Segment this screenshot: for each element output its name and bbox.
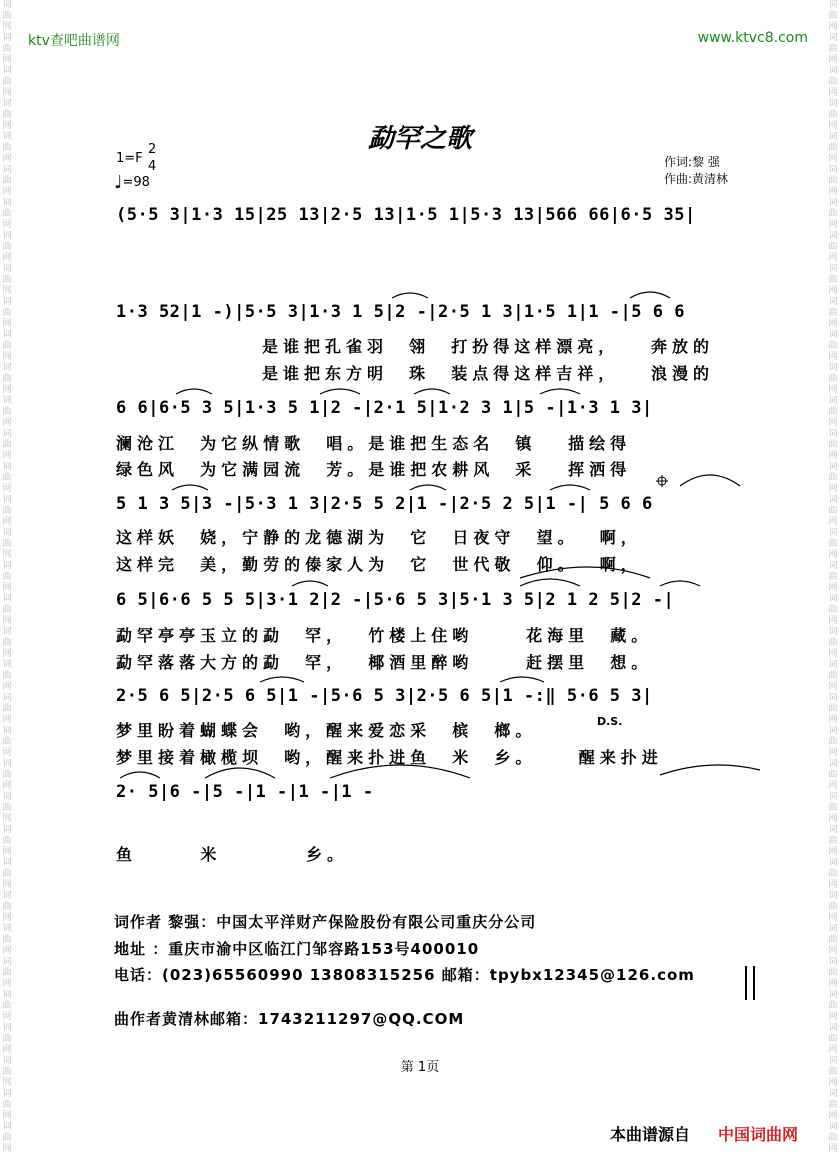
side-watermark-char: 曲 (2, 407, 12, 417)
side-watermark-char: 网 (2, 1111, 12, 1121)
side-watermark-char: 网 (828, 649, 838, 659)
side-watermark-char: 词 (828, 825, 838, 835)
side-watermark-char: 网 (2, 616, 12, 626)
side-watermark-char: 网 (828, 748, 838, 758)
side-watermark-char: 词 (828, 1056, 838, 1066)
side-watermark-char: 词 (2, 858, 12, 868)
side-watermark-char: 曲 (2, 704, 12, 714)
side-watermark-char: 词 (2, 363, 12, 373)
side-watermark-char: 网 (828, 1144, 838, 1154)
side-watermark-char: 网 (2, 352, 12, 362)
side-watermark-char: 网 (828, 484, 838, 494)
side-watermark-char: 词 (828, 330, 838, 340)
side-watermark-char: 词 (2, 660, 12, 670)
side-watermark-char: 网 (2, 1144, 12, 1154)
lyrics-row-7: 鱼 米 乡。 (116, 845, 348, 864)
side-watermark-char: 曲 (2, 1067, 12, 1077)
side-watermark-char: 网 (828, 550, 838, 560)
side-watermark-char: 曲 (2, 605, 12, 615)
slur-arc (550, 485, 590, 490)
side-watermark-char: 网 (828, 1045, 838, 1055)
side-watermark-char: 曲 (2, 935, 12, 945)
quarter-note-icon: ♩ (114, 172, 123, 193)
side-watermark-char: 曲 (828, 1001, 838, 1011)
lyrics-v1-row-3: 澜沧江 为它纵情歌 唱。是谁把生态名 镇 描绘得 (116, 434, 632, 453)
side-watermark-char: 网 (828, 583, 838, 593)
side-watermark-char: 网 (828, 880, 838, 890)
lyrics-v1-row-6: 梦里盼着蝴蝶会 哟，醒来爱恋采 槟 榔。 (116, 721, 537, 740)
side-watermark-char: 曲 (828, 1100, 838, 1110)
side-watermark-char: 网 (828, 517, 838, 527)
side-watermark-char: 网 (828, 187, 838, 197)
lyrics-v2-row-5: 勐罕落落大方的勐 罕， 椰酒里醉哟 赶摆里 想。 (116, 653, 653, 672)
side-watermark-char: 网 (828, 451, 838, 461)
side-watermark-char: 曲 (828, 143, 838, 153)
dal-segno-mark: D.S. (597, 715, 623, 728)
side-watermark-char: 网 (2, 748, 12, 758)
side-watermark-char: 曲 (2, 44, 12, 54)
side-watermark-char: 词 (2, 924, 12, 934)
side-watermark-char: 曲 (828, 44, 838, 54)
score-row-6: 2·5 6 5|2·5 6 5|1 -|5·6 5 3|2·5 6 5|1 -:‖ 5·6 5 3| (116, 686, 653, 706)
side-watermark-char: 曲 (828, 539, 838, 549)
side-watermark-char: 曲 (828, 902, 838, 912)
side-watermark-char: 词 (2, 99, 12, 109)
side-watermark-char: 曲 (2, 473, 12, 483)
side-watermark-char: 网 (2, 154, 12, 164)
side-watermark-char: 词 (828, 924, 838, 934)
score-row-2: 1·3 52|1 -)|5·5 3|1·3 1 5|2 -|2·5 1 3|1·5 1|1 -|5 6 6 (116, 302, 685, 322)
side-watermark-char: 词 (2, 1089, 12, 1099)
side-watermark-char: 词 (2, 528, 12, 538)
side-watermark-char: 词 (2, 495, 12, 505)
source-site-link[interactable]: 中国词曲网 (718, 1125, 799, 1144)
side-watermark-char: 曲 (828, 803, 838, 813)
side-watermark-right (826, 0, 840, 1169)
side-watermark-char: 曲 (2, 308, 12, 318)
side-watermark-char: 网 (828, 682, 838, 692)
side-watermark-char: 曲 (828, 407, 838, 417)
side-watermark-char: 曲 (2, 143, 12, 153)
side-watermark-char: 曲 (2, 176, 12, 186)
side-watermark-char: 网 (2, 583, 12, 593)
side-watermark-char: 词 (828, 33, 838, 43)
time-signature-top: 2 (148, 142, 157, 157)
side-watermark-char: 曲 (828, 440, 838, 450)
side-watermark-char: 词 (828, 858, 838, 868)
side-watermark-char: 网 (828, 814, 838, 824)
side-watermark-char: 词 (2, 396, 12, 406)
side-watermark-char: 词 (828, 99, 838, 109)
lyrics-v2-row-6: 梦里接着橄榄坝 哟，醒来扑进鱼 米 乡。 醒来扑进 (116, 748, 663, 767)
side-watermark-char: 曲 (828, 638, 838, 648)
side-watermark-char: 词 (2, 1122, 12, 1132)
time-signature-bottom: 4 (148, 159, 157, 174)
lyrics-v2-row-2: 是谁把东方明 珠 装点得这样吉祥， 浪漫的 (262, 364, 714, 383)
side-watermark-char: 曲 (2, 1034, 12, 1044)
side-watermark-char: 网 (2, 22, 12, 32)
side-watermark-char: 词 (828, 990, 838, 1000)
slur-arc (630, 292, 670, 298)
side-watermark-char: 网 (2, 88, 12, 98)
side-watermark-char: 网 (2, 1078, 12, 1088)
slur-arc (320, 389, 360, 394)
side-watermark-char: 曲 (2, 836, 12, 846)
score-row-4: 5 1 3 5|3 -|5·3 1 3|2·5 5 2|1 -|2·5 2 5|1 -| 5 6 6 (116, 494, 653, 514)
side-watermark-char: 词 (828, 363, 838, 373)
side-watermark-char: 网 (2, 979, 12, 989)
side-watermark-char: 曲 (2, 902, 12, 912)
side-watermark-char: 曲 (2, 506, 12, 516)
side-watermark-char: 曲 (828, 77, 838, 87)
side-watermark-char: 词 (828, 495, 838, 505)
side-watermark-char: 曲 (828, 275, 838, 285)
side-watermark-char: 网 (2, 880, 12, 890)
slur-arc (172, 485, 208, 490)
side-watermark-char: 词 (2, 891, 12, 901)
lyricist-credit: 作词:黎 强 (664, 155, 720, 169)
side-watermark-char: 词 (2, 330, 12, 340)
side-watermark-char: 词 (828, 627, 838, 637)
side-watermark-char: 曲 (2, 539, 12, 549)
side-watermark-char: 词 (2, 627, 12, 637)
slur-arc (660, 581, 700, 586)
side-watermark-char: 网 (2, 649, 12, 659)
side-watermark-char: 网 (828, 1078, 838, 1088)
side-watermark-char: 曲 (828, 671, 838, 681)
side-watermark-char: 网 (2, 517, 12, 527)
source-label: 本曲谱源自 (610, 1125, 691, 1144)
side-watermark-char: 词 (2, 1056, 12, 1066)
side-watermark-char: 曲 (828, 1133, 838, 1143)
side-watermark-char: 词 (2, 231, 12, 241)
side-watermark-char: 曲 (2, 440, 12, 450)
side-watermark-char: 网 (828, 847, 838, 857)
side-watermark-char: 词 (828, 1023, 838, 1033)
slur-arc (540, 389, 580, 394)
side-watermark-char: 词 (828, 429, 838, 439)
score-row-3: 6 6|6·5 3 5|1·3 5 1|2 -|2·1 5|1·2 3 1|5 -|1·3 1 3| (116, 398, 653, 418)
side-watermark-char: 曲 (2, 1133, 12, 1143)
side-watermark-char: 词 (2, 198, 12, 208)
side-watermark-char: 词 (828, 1089, 838, 1099)
side-watermark-char: 曲 (2, 572, 12, 582)
side-watermark-char: 网 (828, 913, 838, 923)
lyrics-v2-row-4: 这样完 美，勤劳的傣家人为 它 世代敬 仰。 啊， (116, 555, 642, 574)
side-watermark-char: 词 (2, 297, 12, 307)
slur-arc (176, 389, 212, 394)
side-watermark-char: 词 (828, 132, 838, 142)
side-watermark-char: 曲 (828, 968, 838, 978)
side-watermark-char: 曲 (828, 572, 838, 582)
side-watermark-char: 网 (2, 451, 12, 461)
lyrics-v2-row-3: 绿色风 为它满园流 芳。是谁把农耕风 采 挥洒得 (116, 460, 632, 479)
side-watermark-char: 词 (2, 726, 12, 736)
side-watermark-char: 网 (2, 1012, 12, 1022)
slur-arc (680, 475, 740, 486)
lyricist-contact: 词作者 黎强：中国太平洋财产保险股份有限公司重庆分公司 (114, 913, 537, 931)
side-watermark-char: 词 (828, 264, 838, 274)
side-watermark-char: 词 (2, 264, 12, 274)
side-watermark-char: 词 (828, 891, 838, 901)
key-signature: 1=F (116, 151, 143, 166)
side-watermark-char: 词 (2, 132, 12, 142)
side-watermark-char: 网 (828, 781, 838, 791)
side-watermark-char: 网 (2, 814, 12, 824)
side-watermark-char: 词 (828, 693, 838, 703)
side-watermark-char: 网 (828, 154, 838, 164)
side-watermark-char: 词 (828, 726, 838, 736)
side-watermark-char: 网 (828, 22, 838, 32)
side-watermark-char: 词 (2, 693, 12, 703)
side-watermark-char: 网 (828, 418, 838, 428)
slur-arc (500, 677, 544, 682)
side-watermark-char: 网 (2, 286, 12, 296)
side-watermark-char: 曲 (828, 341, 838, 351)
side-watermark-char: 词 (828, 165, 838, 175)
side-watermark-char: 网 (828, 715, 838, 725)
lyrics-v1-row-5: 勐罕亭亭玉立的勐 罕， 竹楼上住哟 花海里 藏。 (116, 626, 653, 645)
side-watermark-char: 网 (2, 187, 12, 197)
side-watermark-char: 网 (2, 220, 12, 230)
side-watermark-char: 词 (2, 759, 12, 769)
composer-email: 曲作者黄清林邮箱：1743211297@QQ.COM (114, 1010, 465, 1028)
side-watermark-char: 词 (828, 660, 838, 670)
side-watermark-char: 网 (2, 253, 12, 263)
side-watermark-char: 词 (2, 0, 12, 10)
lyrics-v1-row-2: 是谁把孔雀羽 翎 打扮得这样漂亮， 奔放的 (262, 337, 714, 356)
score-row-5: 6 5|6·6 5 5 5|3·1 2|2 -|5·6 5 3|5·1 3 5|2 1 2 5|2 -| (116, 590, 675, 610)
side-watermark-char: 词 (2, 957, 12, 967)
side-watermark-char: 曲 (828, 209, 838, 219)
side-watermark-char: 曲 (828, 1034, 838, 1044)
side-watermark-char: 曲 (828, 473, 838, 483)
side-watermark-char: 词 (828, 0, 838, 10)
side-watermark-char: 曲 (828, 836, 838, 846)
side-watermark-char: 网 (828, 286, 838, 296)
side-watermark-char: 网 (2, 913, 12, 923)
side-watermark-char: 曲 (2, 803, 12, 813)
side-watermark-char: 词 (2, 594, 12, 604)
side-watermark-char: 网 (828, 319, 838, 329)
double-barline (745, 966, 755, 1000)
side-watermark-char: 词 (2, 792, 12, 802)
side-watermark-char: 词 (828, 957, 838, 967)
side-watermark-char: 曲 (2, 77, 12, 87)
side-watermark-char: 词 (828, 561, 838, 571)
side-watermark-char: 网 (2, 682, 12, 692)
side-watermark-char: 词 (828, 198, 838, 208)
header-site-right[interactable]: www.ktvc8.com (697, 30, 808, 46)
side-watermark-char: 曲 (2, 209, 12, 219)
side-watermark-char: 词 (828, 528, 838, 538)
side-watermark-char: 词 (828, 792, 838, 802)
side-watermark-char: 曲 (828, 11, 838, 21)
side-watermark-char: 词 (2, 33, 12, 43)
coda-icon (656, 475, 668, 487)
side-watermark-char: 网 (2, 781, 12, 791)
side-watermark-char: 曲 (2, 11, 12, 21)
side-watermark-char: 词 (828, 297, 838, 307)
tempo-value: =98 (122, 175, 150, 190)
side-watermark-char: 曲 (2, 1100, 12, 1110)
side-watermark-char: 网 (2, 385, 12, 395)
side-watermark-char: 网 (2, 55, 12, 65)
slur-arc (660, 765, 760, 775)
slur-arc (260, 677, 304, 682)
side-watermark-char: 词 (2, 1023, 12, 1033)
side-watermark-char: 网 (828, 352, 838, 362)
side-watermark-char: 曲 (2, 968, 12, 978)
slur-arc (414, 389, 450, 394)
side-watermark-char: 曲 (2, 1001, 12, 1011)
side-watermark-char: 网 (2, 946, 12, 956)
composer-credit: 作曲:黄清林 (664, 172, 729, 186)
side-watermark-char: 网 (828, 55, 838, 65)
side-watermark-char: 词 (2, 165, 12, 175)
header-site-left[interactable]: ktv查吧曲谱网 (28, 33, 120, 49)
side-watermark-char: 网 (2, 1045, 12, 1055)
side-watermark-char: 曲 (828, 935, 838, 945)
side-watermark-char: 词 (2, 66, 12, 76)
side-watermark-char: 曲 (2, 770, 12, 780)
side-watermark-char: 网 (828, 220, 838, 230)
slur-arc (520, 579, 580, 586)
page-number: 第 1页 (400, 1060, 440, 1075)
side-watermark-char: 曲 (2, 671, 12, 681)
side-watermark-char: 曲 (828, 704, 838, 714)
side-watermark-char: 曲 (828, 1067, 838, 1077)
lyrics-v1-row-4: 这样妖 娆，宁静的龙德湖为 它 日夜守 望。 啊， (116, 528, 642, 547)
side-watermark-char: 曲 (828, 605, 838, 615)
score-row-7: 2· 5|6 -|5 -|1 -|1 -|1 - (116, 782, 374, 802)
side-watermark-char: 网 (828, 385, 838, 395)
side-watermark-char: 网 (828, 1111, 838, 1121)
side-watermark-char: 网 (2, 550, 12, 560)
slur-arc (410, 485, 446, 490)
side-watermark-char: 网 (828, 121, 838, 131)
side-watermark-char: 曲 (828, 770, 838, 780)
side-watermark-char: 词 (2, 990, 12, 1000)
side-watermark-char: 曲 (2, 275, 12, 285)
song-title: 勐罕之歌 (367, 124, 472, 154)
side-watermark-char: 曲 (2, 374, 12, 384)
side-watermark-char: 曲 (2, 638, 12, 648)
side-watermark-char: 曲 (828, 176, 838, 186)
side-watermark-char: 曲 (2, 869, 12, 879)
side-watermark-char: 词 (2, 561, 12, 571)
slur-arc (392, 293, 428, 298)
side-watermark-char: 网 (828, 616, 838, 626)
side-watermark-char: 曲 (2, 242, 12, 252)
side-watermark-char: 网 (828, 946, 838, 956)
slur-arc (292, 581, 328, 586)
side-watermark-char: 词 (2, 825, 12, 835)
side-watermark-char: 网 (2, 121, 12, 131)
lyricist-address: 地址 ：重庆市渝中区临江门邹容路153号400010 (114, 940, 480, 958)
side-watermark-char: 词 (828, 1122, 838, 1132)
side-watermark-char: 词 (2, 429, 12, 439)
slur-arc (205, 768, 275, 778)
side-watermark-char: 曲 (828, 374, 838, 384)
side-watermark-char: 网 (828, 979, 838, 989)
side-watermark-char: 曲 (828, 110, 838, 120)
side-watermark-char: 词 (828, 594, 838, 604)
side-watermark-char: 词 (828, 66, 838, 76)
side-watermark-char: 曲 (2, 110, 12, 120)
side-watermark-char: 曲 (828, 506, 838, 516)
side-watermark-char: 网 (828, 253, 838, 263)
score-row-1: (5·5 3|1·3 15|25 13|2·5 13|1·5 1|5·3 13|566 66|6·5 35| (116, 205, 696, 225)
tempo-marking (114, 172, 150, 193)
side-watermark-char: 网 (2, 484, 12, 494)
lyricist-phone-email: 电话：(023)65560990 13808315256 邮箱：tpybx12345@126.com (114, 966, 695, 984)
side-watermark-char: 曲 (828, 308, 838, 318)
side-watermark-char: 曲 (2, 737, 12, 747)
side-watermark-char: 词 (828, 231, 838, 241)
side-watermark-char: 网 (2, 847, 12, 857)
side-watermark-left (0, 0, 14, 1169)
side-watermark-char: 网 (2, 715, 12, 725)
time-signature (148, 141, 156, 175)
side-watermark-char: 词 (2, 462, 12, 472)
side-watermark-char: 曲 (828, 242, 838, 252)
side-watermark-char: 曲 (828, 737, 838, 747)
side-watermark-char: 网 (828, 88, 838, 98)
side-watermark-char: 网 (828, 1012, 838, 1022)
side-watermark-char: 词 (828, 396, 838, 406)
side-watermark-char: 网 (2, 418, 12, 428)
slur-arc (120, 772, 160, 778)
side-watermark-char: 词 (828, 462, 838, 472)
side-watermark-char: 网 (2, 319, 12, 329)
side-watermark-char: 词 (828, 759, 838, 769)
side-watermark-char: 曲 (2, 341, 12, 351)
side-watermark-char: 曲 (828, 869, 838, 879)
